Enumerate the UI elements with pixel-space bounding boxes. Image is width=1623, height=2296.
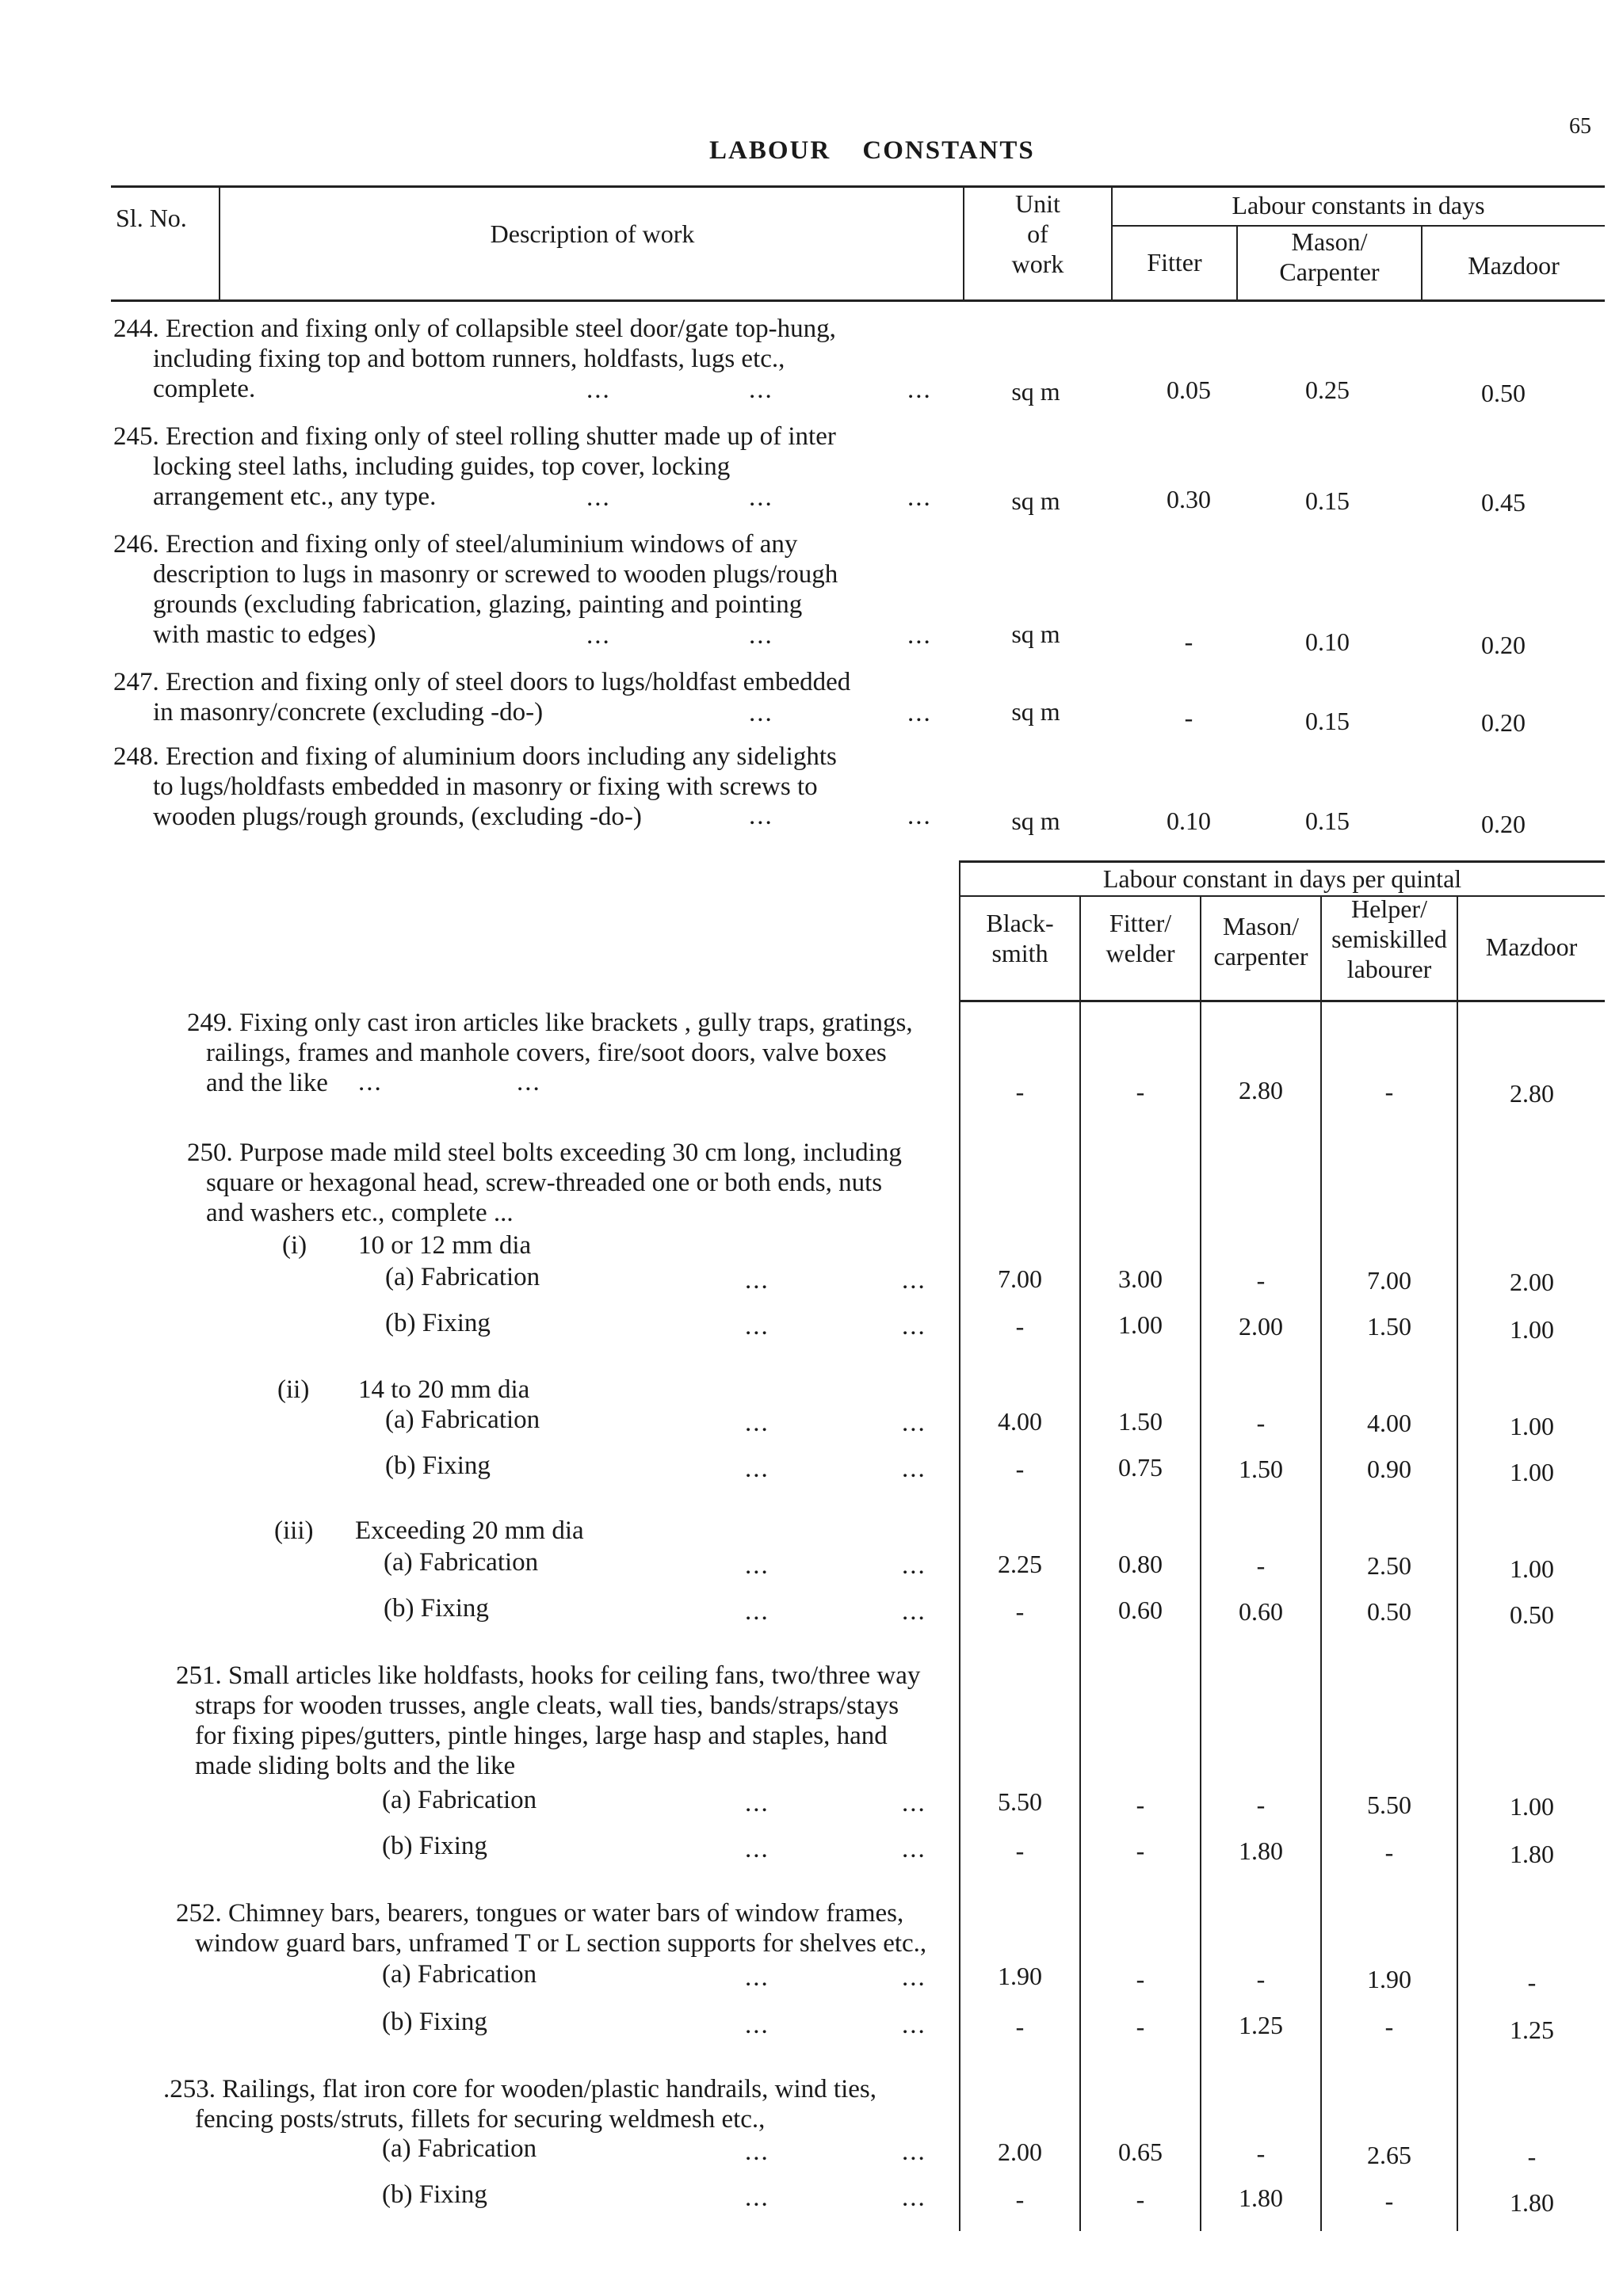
- leader-dots: ...: [745, 2138, 769, 2166]
- cell-fitter: -: [1136, 1077, 1145, 1106]
- cell-mazdoor: 1.25: [1510, 2016, 1554, 2044]
- table2-divider: [1457, 895, 1458, 2231]
- cell-unit: sq m: [1011, 486, 1060, 515]
- cell-helper: -: [1384, 2187, 1394, 2215]
- sub-label: Exceeding 20 mm dia: [355, 1516, 584, 1545]
- cell-mazdoor: 1.00: [1510, 1458, 1554, 1486]
- sub-label: (b) Fixing: [382, 2180, 487, 2209]
- cell-mazdoor: 0.50: [1481, 379, 1526, 407]
- cell-mason: 1.80: [1239, 2183, 1283, 2212]
- cell-mazdoor: 0.20: [1481, 708, 1526, 737]
- leader-dots: ...: [745, 1455, 769, 1483]
- cell-mason: -: [1256, 1266, 1266, 1295]
- leader-dots: ...: [907, 621, 932, 650]
- cell-unit: sq m: [1011, 697, 1060, 726]
- cell-helper: -: [1384, 1838, 1394, 1867]
- sub-label: (a) Fabrication: [382, 1786, 537, 1814]
- cell-unit: sq m: [1011, 807, 1060, 835]
- leader-dots: ...: [902, 2011, 926, 2039]
- header-fitter: Fitter: [1147, 248, 1202, 277]
- cell-helper: 5.50: [1367, 1791, 1411, 1819]
- header-fitter-welder: Fitter/ welder: [1106, 909, 1175, 967]
- row-description: 249. Fixing only cast iron articles like brackets , gully traps, gratings, railings, frames and manhole covers, fire/soot doors, valve boxes and the like: [187, 1009, 913, 1097]
- cell-mason: 2.80: [1239, 1076, 1283, 1104]
- cell-helper: -: [1384, 1077, 1394, 1106]
- sub-label: (a) Fabrication: [385, 1405, 540, 1434]
- cell-mazdoor: 2.00: [1510, 1268, 1554, 1296]
- header-unit: Unit of work: [1011, 189, 1064, 278]
- cell-mason: -: [1256, 2139, 1266, 2168]
- table1-header-bottom-rule: [111, 299, 1605, 302]
- cell-mason: 1.50: [1239, 1455, 1283, 1483]
- leader-dots: ...: [586, 621, 611, 650]
- leader-dots: ...: [749, 802, 773, 830]
- leader-dots: ...: [358, 1068, 383, 1097]
- cell-blacksmith: -: [1015, 1077, 1025, 1106]
- leader-dots: ...: [586, 483, 611, 512]
- cell-fitter: 1.50: [1118, 1407, 1163, 1436]
- header-blacksmith: Black- smith: [986, 909, 1054, 967]
- sub-label: (b) Fixing: [382, 2008, 487, 2036]
- cell-blacksmith: -: [1015, 2185, 1025, 2214]
- cell-fitter: 1.00: [1118, 1310, 1163, 1339]
- header-mason-carpenter: Mason/ Carpenter: [1279, 227, 1380, 286]
- cell-blacksmith: 2.00: [998, 2138, 1042, 2166]
- cell-helper: -: [1384, 2012, 1394, 2041]
- leader-dots: ...: [745, 1597, 769, 1626]
- cell-blacksmith: -: [1015, 2012, 1025, 2041]
- sub-roman: (i): [282, 1231, 307, 1260]
- row-description: 244. Erection and fixing only of collapsible steel door/gate top-hung, including fixing top and bottom runners, holdfasts, lugs etc., complete.: [113, 315, 836, 403]
- cell-fitter: -: [1136, 1791, 1145, 1819]
- leader-dots: ...: [745, 2011, 769, 2039]
- leader-dots: ...: [749, 621, 773, 650]
- cell-helper: 7.00: [1367, 1266, 1411, 1295]
- cell-helper: 0.50: [1367, 1597, 1411, 1626]
- row-description: 250. Purpose made mild steel bolts exceeding 30 cm long, including square or hexagonal head, screw-threaded one or both ends, nuts and washers etc., complete ...: [187, 1138, 902, 1227]
- cell-fitter: 0.75: [1118, 1453, 1163, 1482]
- cell-fitter: -: [1136, 1965, 1145, 1993]
- cell-blacksmith: -: [1015, 1597, 1025, 1626]
- sub-label: (a) Fabrication: [382, 1960, 537, 1989]
- cell-helper: 2.50: [1367, 1551, 1411, 1580]
- cell-mason: -: [1256, 1791, 1266, 1819]
- leader-dots: ...: [902, 1266, 926, 1295]
- cell-mason: 0.15: [1305, 486, 1350, 515]
- header-labour-group: Labour constants in days: [1232, 191, 1485, 219]
- header-sl-no: Sl. No.: [116, 204, 187, 232]
- cell-blacksmith: 1.90: [998, 1962, 1042, 1990]
- leader-dots: ...: [517, 1068, 541, 1097]
- row-description: 252. Chimney bars, bearers, tongues or water bars of window frames, window guard bars, unframed T or L section supports for shelves etc.,: [176, 1899, 927, 1958]
- table1-divider: [219, 185, 220, 301]
- cell-helper: 0.90: [1367, 1455, 1411, 1483]
- cell-mason: 1.25: [1239, 2011, 1283, 2039]
- cell-mason: 0.15: [1305, 707, 1350, 735]
- cell-mazdoor: 1.80: [1510, 1840, 1554, 1868]
- leader-dots: ...: [902, 2183, 926, 2212]
- cell-blacksmith: 2.25: [998, 1550, 1042, 1578]
- cell-fitter: -: [1136, 2185, 1145, 2214]
- sub-roman: (iii): [274, 1516, 314, 1545]
- cell-fitter: -: [1136, 1836, 1145, 1865]
- leader-dots: ...: [902, 1597, 926, 1626]
- leader-dots: ...: [902, 1312, 926, 1341]
- row-description: 245. Erection and fixing only of steel rolling shutter made up of inter locking steel laths, including guides, top cover, locking arrangement etc., any type.: [113, 422, 836, 511]
- sub-label: (b) Fixing: [385, 1451, 491, 1480]
- cell-fitter: 0.65: [1118, 2138, 1163, 2166]
- cell-mason: -: [1256, 1551, 1266, 1580]
- leader-dots: ...: [902, 1789, 926, 1817]
- cell-fitter: 0.30: [1167, 485, 1211, 513]
- cell-mazdoor: 1.80: [1510, 2188, 1554, 2217]
- leader-dots: ...: [745, 1551, 769, 1580]
- cell-mason: 1.80: [1239, 1836, 1283, 1865]
- cell-blacksmith: -: [1015, 1836, 1025, 1865]
- sub-label: (b) Fixing: [384, 1594, 489, 1623]
- page-number: 65: [1569, 114, 1591, 139]
- cell-fitter: 0.05: [1167, 376, 1211, 404]
- cell-mason: 0.25: [1305, 376, 1350, 404]
- leader-dots: ...: [907, 802, 932, 830]
- cell-blacksmith: 5.50: [998, 1787, 1042, 1816]
- cell-mazdoor: 0.45: [1481, 488, 1526, 517]
- leader-dots: ...: [745, 1789, 769, 1817]
- leader-dots: ...: [749, 699, 773, 727]
- sub-label: (b) Fixing: [385, 1309, 491, 1337]
- cell-mazdoor: 0.50: [1510, 1600, 1554, 1629]
- table1-top-rule: [111, 185, 1605, 188]
- header-mazdoor: Mazdoor: [1468, 251, 1560, 280]
- leader-dots: ...: [902, 1835, 926, 1863]
- cell-fitter: -: [1136, 2012, 1145, 2041]
- cell-mason: -: [1256, 1409, 1266, 1437]
- cell-unit: sq m: [1011, 377, 1060, 406]
- cell-mazdoor: 1.00: [1510, 1554, 1554, 1583]
- cell-mazdoor: 0.20: [1481, 631, 1526, 659]
- sub-label: (b) Fixing: [382, 1832, 487, 1860]
- leader-dots: ...: [902, 1409, 926, 1437]
- leader-dots: ...: [749, 376, 773, 404]
- leader-dots: ...: [902, 1551, 926, 1580]
- cell-mason: 0.60: [1239, 1597, 1283, 1626]
- cell-blacksmith: 7.00: [998, 1264, 1042, 1293]
- row-description: 246. Erection and fixing only of steel/aluminium windows of any description to lugs in masonry or screwed to wooden plugs/rough grounds (excluding fabrication, glazing, painting and pointing with mastic to edges): [113, 530, 838, 649]
- leader-dots: ...: [745, 1963, 769, 1992]
- table2-header-bottom-rule: [959, 1000, 1605, 1002]
- cell-mason: -: [1256, 1965, 1266, 1993]
- cell-fitter: 0.60: [1118, 1596, 1163, 1624]
- leader-dots: ...: [586, 376, 611, 404]
- cell-helper: 2.65: [1367, 2141, 1411, 2169]
- leader-dots: ...: [749, 483, 773, 512]
- cell-helper: 1.50: [1367, 1312, 1411, 1341]
- cell-helper: 4.00: [1367, 1409, 1411, 1437]
- cell-mazdoor: 1.00: [1510, 1412, 1554, 1440]
- leader-dots: ...: [902, 2138, 926, 2166]
- cell-helper: 1.90: [1367, 1965, 1411, 1993]
- cell-fitter: -: [1184, 704, 1193, 732]
- leader-dots: ...: [902, 1963, 926, 1992]
- table2-group-rule: [959, 895, 1605, 897]
- cell-mazdoor: 2.80: [1510, 1079, 1554, 1108]
- table2-divider: [1320, 895, 1322, 2231]
- sub-label: (a) Fabrication: [384, 1548, 539, 1577]
- leader-dots: ...: [907, 376, 932, 404]
- sub-label: 14 to 20 mm dia: [358, 1375, 530, 1404]
- cell-blacksmith: -: [1015, 1312, 1025, 1341]
- cell-fitter: 0.10: [1167, 807, 1211, 835]
- sub-roman: (ii): [277, 1375, 310, 1404]
- header2-group: Labour constant in days per quintal: [1102, 864, 1462, 893]
- leader-dots: ...: [745, 2183, 769, 2212]
- leader-dots: ...: [745, 1835, 769, 1863]
- sub-label: (a) Fabrication: [382, 2134, 537, 2163]
- page-title: LABOUR CONSTANTS: [709, 136, 1035, 165]
- header-mazdoor-2: Mazdoor: [1485, 933, 1578, 961]
- cell-blacksmith: -: [1015, 1455, 1025, 1483]
- leader-dots: ...: [907, 483, 932, 512]
- row-description: .253. Railings, flat iron core for wooden/plastic handrails, wind ties, fencing posts/struts, fillets for securing weldmesh etc.,: [163, 2075, 876, 2134]
- header-helper: Helper/ semiskilled labourer: [1331, 894, 1447, 983]
- cell-mason: 2.00: [1239, 1312, 1283, 1341]
- header-description: Description of work: [490, 219, 695, 248]
- cell-mazdoor: 0.20: [1481, 810, 1526, 838]
- table2-top-rule: [959, 860, 1605, 863]
- row-description: 251. Small articles like holdfasts, hooks for ceiling fans, two/three way straps for wooden trusses, angle cleats, wall ties, bands/straps/stays for fixing pipes/gutters, pintle hinges, large hasp and staples, hand made sliding bolts and the like: [176, 1661, 921, 1780]
- cell-mazdoor: 1.00: [1510, 1792, 1554, 1821]
- cell-mazdoor: 1.00: [1510, 1315, 1554, 1344]
- leader-dots: ...: [745, 1312, 769, 1341]
- row-description: 248. Erection and fixing of aluminium doors including any sidelights to lugs/holdfasts embedded in masonry or fixing with screws to wooden plugs/rough grounds, (excluding -do-): [113, 742, 837, 831]
- leader-dots: ...: [907, 699, 932, 727]
- cell-mazdoor: -: [1527, 2142, 1537, 2171]
- cell-fitter: 0.80: [1118, 1550, 1163, 1578]
- leader-dots: ...: [745, 1266, 769, 1295]
- cell-fitter: 3.00: [1118, 1264, 1163, 1293]
- cell-unit: sq m: [1011, 620, 1060, 648]
- leader-dots: ...: [745, 1409, 769, 1437]
- cell-mazdoor: -: [1527, 1968, 1537, 1997]
- header-mason-carpenter-2: Mason/ carpenter: [1213, 912, 1308, 971]
- sub-label: (a) Fabrication: [385, 1263, 540, 1291]
- cell-fitter: -: [1184, 627, 1193, 656]
- leader-dots: ...: [902, 1455, 926, 1483]
- cell-blacksmith: 4.00: [998, 1407, 1042, 1436]
- row-description: 247. Erection and fixing only of steel doors to lugs/holdfast embedded in masonry/concrete (excluding -do-): [113, 668, 851, 727]
- sub-label: 10 or 12 mm dia: [358, 1231, 532, 1260]
- cell-mason: 0.10: [1305, 627, 1350, 656]
- cell-mason: 0.15: [1305, 807, 1350, 835]
